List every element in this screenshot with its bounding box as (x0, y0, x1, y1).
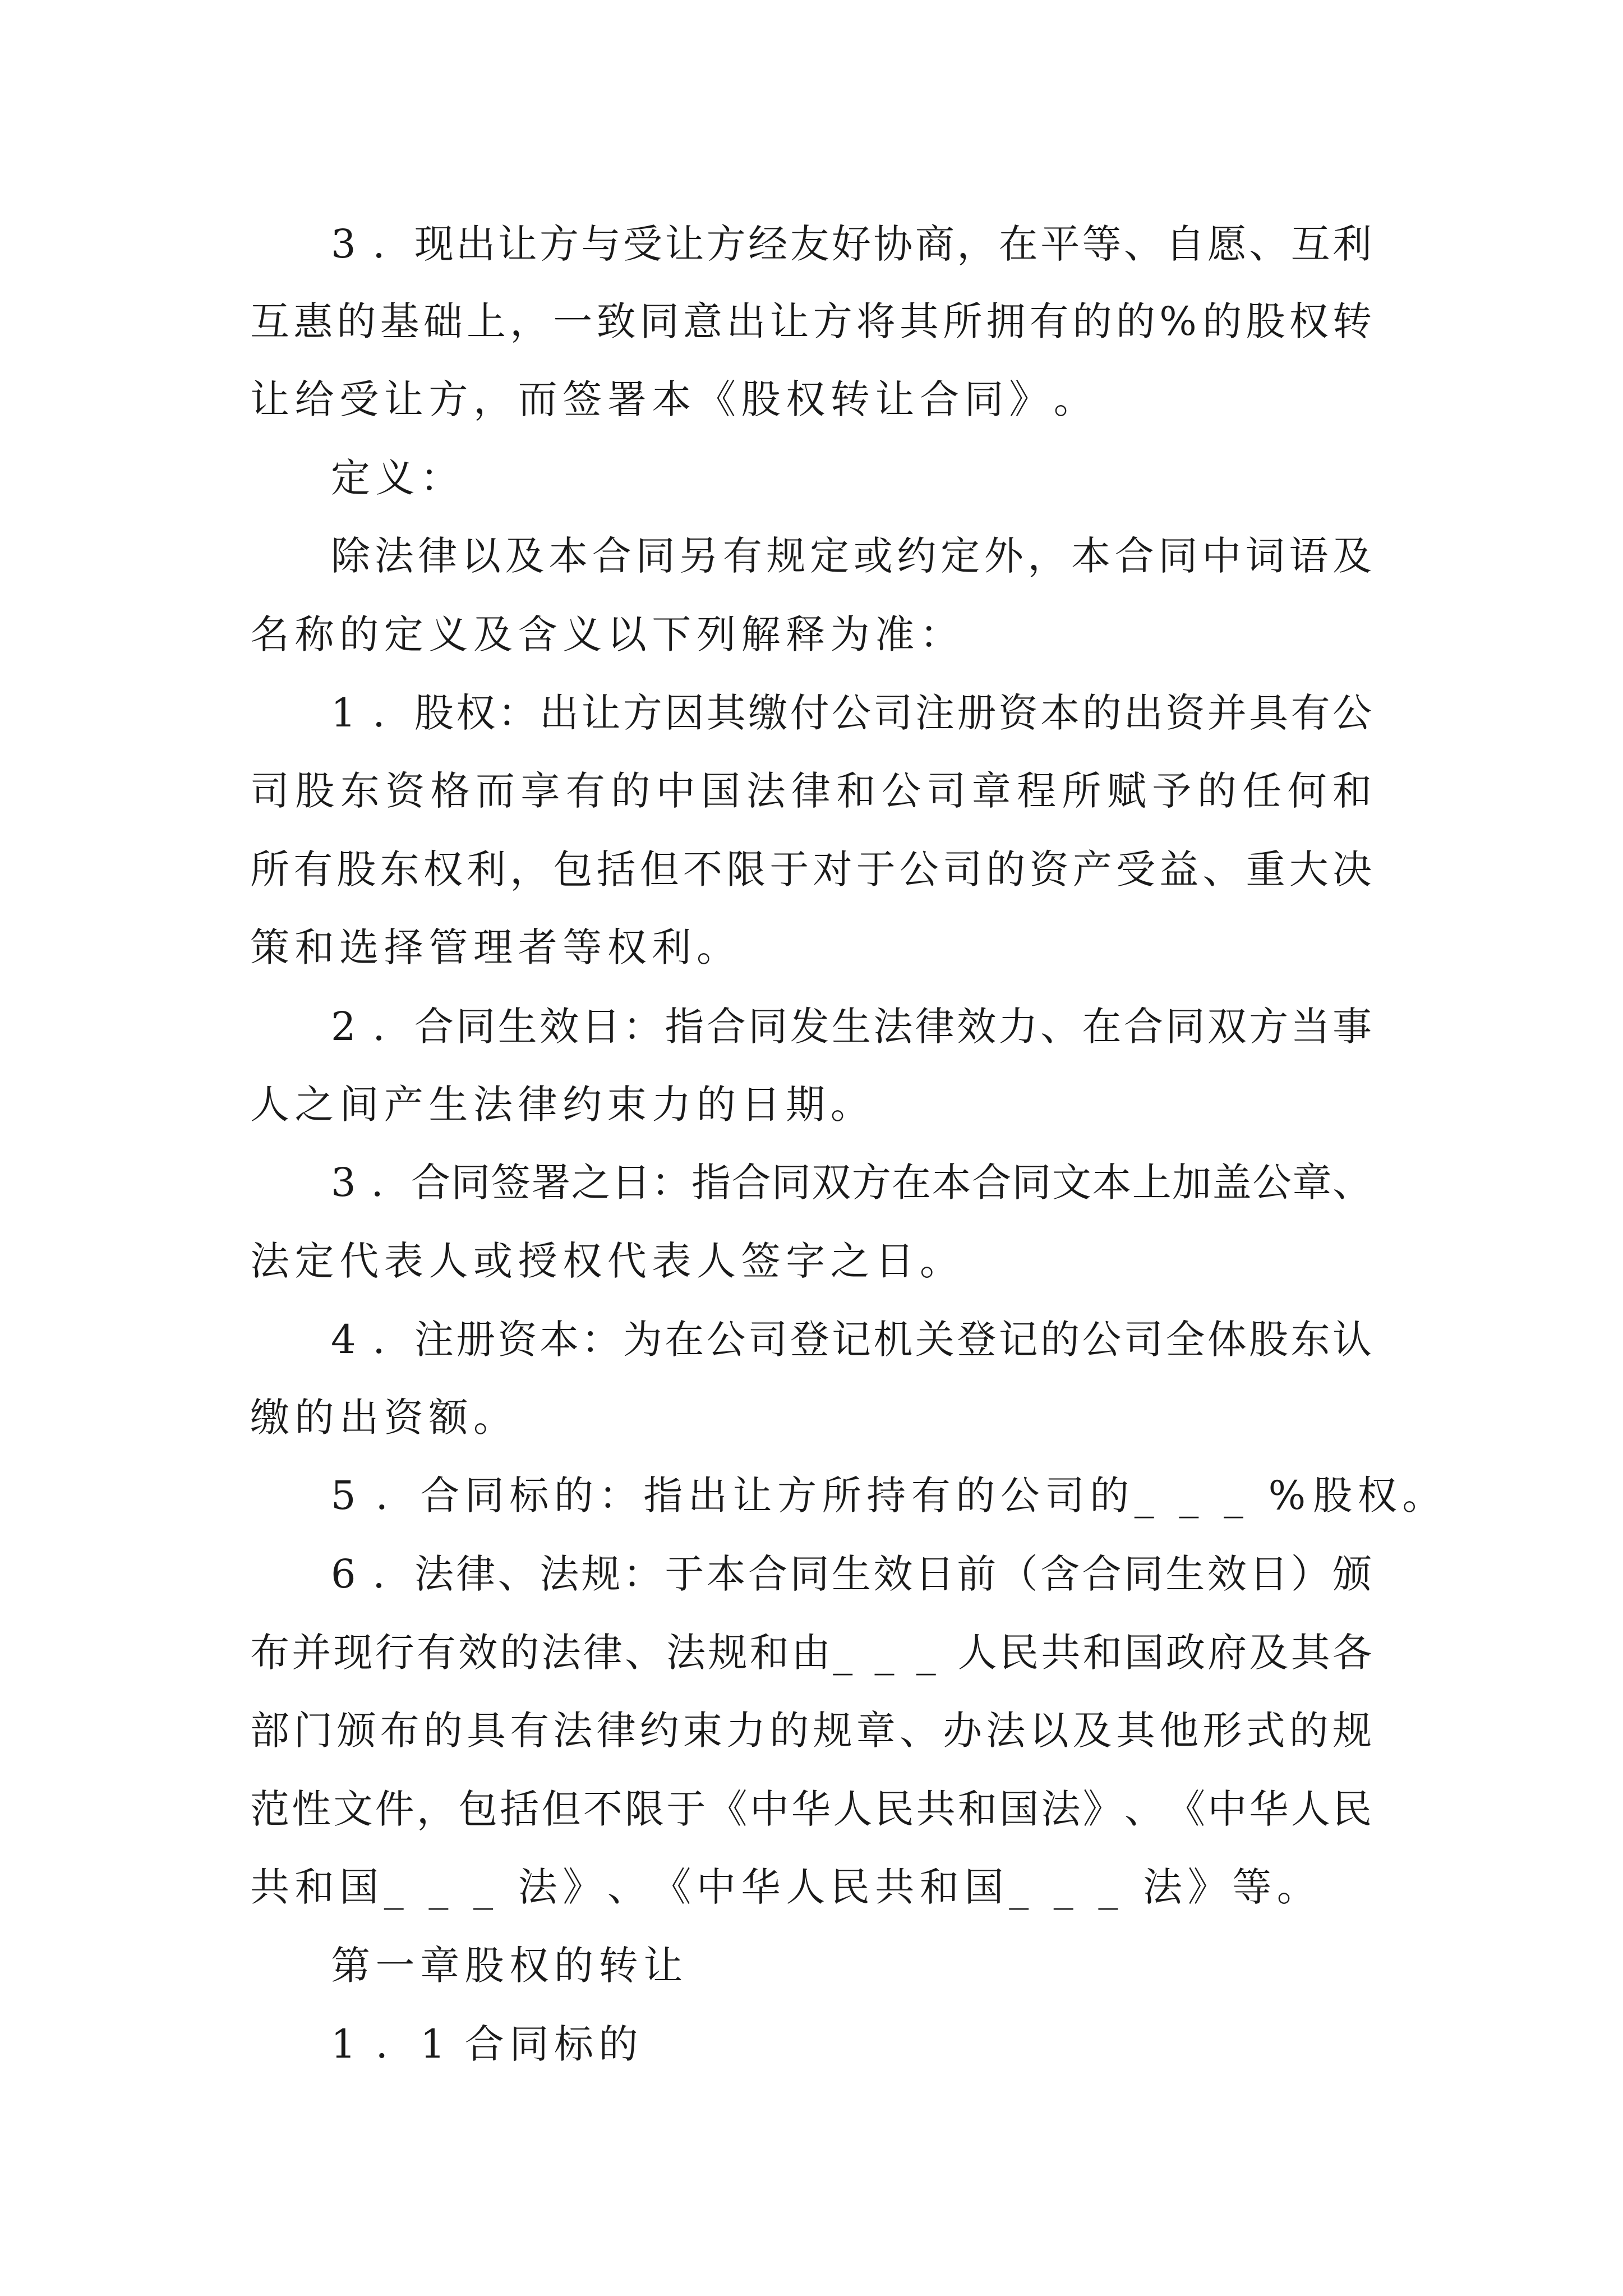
paragraph-line: 缴 的 出 资 额 。 (250, 1395, 513, 1441)
paragraph-line: 1 . 股 权 ： 出 让 方 因 其 缴 付 公 司 注 册 资 本 的 出 资 并 具 有 公 (331, 690, 1372, 736)
paragraph-line: 所 有 股 东 权 利 ， 包 括 但 不 限 于 对 于 公 司 的 资 产 受 益 、 重 大 决 (250, 846, 1372, 892)
paragraph-line: 3 . 现 出 让 方 与 受 让 方 经 友 好 协 商 ， 在 平 等 、 自 愿 、 互 利 (331, 221, 1372, 267)
paragraph-line: 定 义 ： (331, 455, 460, 501)
paragraph-line: 5 . 合 同 标 的 ： 指 出 让 方 所 持 有 的 公 司 的 _ _ _ % 股 权 。 (331, 1473, 1442, 1519)
paragraph-line: 策 和 选 择 管 理 者 等 权 利 。 (250, 924, 736, 970)
paragraph-line: 除 法 律 以 及 本 合 同 另 有 规 定 或 约 定 外 ， 本 合 同 中 词 语 及 (331, 533, 1372, 579)
paragraph-line: 人 之 间 产 生 法 律 约 束 力 的 日 期 。 (250, 1082, 870, 1128)
paragraph-line: 3 . 合 同 签 署 之 日 ： 指 合 同 双 方 在 本 合 同 文 本 上 加 盖 公 章 、 (331, 1159, 1372, 1205)
paragraph-line: 第 一 章 股 权 的 转 让 (331, 1943, 683, 1989)
paragraph-line: 名 称 的 定 义 及 含 义 以 下 列 解 释 为 准 ： (250, 611, 959, 657)
paragraph-line: 让 给 受 让 方 ， 而 签 署 本 《 股 权 转 让 合 同 》 。 (250, 376, 1093, 422)
paragraph-line: 6 . 法 律 、 法 规 ： 于 本 合 同 生 效 日 前 （ 含 合 同 生 效 日 ） 颁 (331, 1551, 1372, 1597)
paragraph-line: 法 定 代 表 人 或 授 权 代 表 人 签 字 之 日 。 (250, 1238, 959, 1284)
paragraph-line: 互 惠 的 基 础 上 ， 一 致 同 意 出 让 方 将 其 所 拥 有 的 的 % 的 股 权 转 (250, 298, 1372, 344)
paragraph-line: 布 并 现 行 有 效 的 法 律 、 法 规 和 由 _ _ _ 人 民 共 和 国 政 府 及 其 各 (250, 1630, 1372, 1676)
paragraph-line: 司 股 东 资 格 而 享 有 的 中 国 法 律 和 公 司 章 程 所 赋 予 的 任 何 和 (250, 768, 1372, 814)
paragraph-line: 2 . 合 同 生 效 日 ： 指 合 同 发 生 法 律 效 力 、 在 合 同 双 方 当 事 (331, 1004, 1372, 1050)
paragraph-line: 共 和 国 _ _ _ 法 》 、 《 中 华 人 民 共 和 国 _ _ _ 法 》 等 。 (250, 1864, 1316, 1910)
paragraph-line: 范 性 文 件 ， 包 括 但 不 限 于 《 中 华 人 民 共 和 国 法 》 、 《 中 华 人 民 (250, 1786, 1372, 1832)
paragraph-line: 部 门 颁 布 的 具 有 法 律 约 束 力 的 规 章 、 办 法 以 及 其 他 形 式 的 规 (250, 1708, 1372, 1754)
paragraph-line: 4 . 注 册 资 本 ： 为 在 公 司 登 记 机 关 登 记 的 公 司 全 体 股 东 认 (331, 1317, 1372, 1363)
paragraph-line: 1 . 1 合 同 标 的 (331, 2021, 638, 2067)
